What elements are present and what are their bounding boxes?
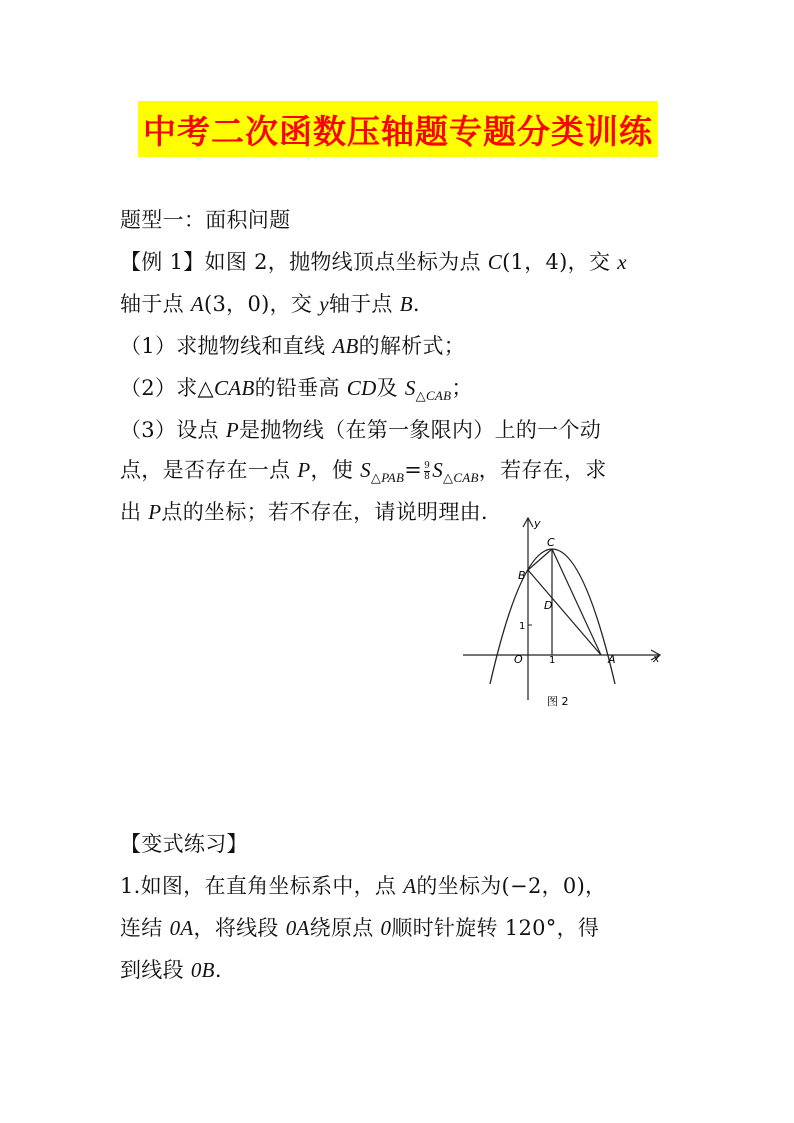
area-symbol: S xyxy=(360,458,371,482)
point-label: A xyxy=(190,292,205,316)
axis-label: y xyxy=(319,292,329,316)
area-subscript: △CAB xyxy=(443,470,479,486)
origin-label: O xyxy=(514,653,523,666)
segment-BC xyxy=(528,549,552,570)
practice-heading xyxy=(120,829,248,859)
text: 1.如图，在直角坐标系中，点 xyxy=(120,874,404,898)
point-C-label: C xyxy=(547,536,555,549)
x-tick-label: 1 xyxy=(549,655,556,666)
triangle-label: CAB xyxy=(214,376,255,400)
question-1 xyxy=(120,331,465,361)
text: 点的坐标；若不存在，请说明理由. xyxy=(161,500,488,524)
example-line-2 xyxy=(120,289,420,319)
text: 出 xyxy=(120,500,149,524)
area-symbol: S xyxy=(432,458,444,482)
point-B-label: B xyxy=(518,569,526,582)
text: 顺时针旋转 120°，得 xyxy=(391,916,600,940)
point-label: C xyxy=(487,250,503,274)
text: 连结 xyxy=(120,916,170,940)
figure-caption: 图 2 xyxy=(547,695,569,708)
text: 的铅垂高 xyxy=(254,376,347,400)
question-3-line-2 xyxy=(120,455,607,493)
text: . xyxy=(412,292,420,316)
segment-label: 0B xyxy=(190,958,215,982)
point-label: 0 xyxy=(380,916,392,940)
x-axis-label: x xyxy=(653,652,660,665)
area-subscript: △PAB xyxy=(370,470,405,486)
point-label: A xyxy=(403,874,417,898)
text: 是抛物线（在第一象限内）上的一个动 xyxy=(238,418,602,442)
text: (1，4)，交 xyxy=(502,250,618,274)
text: 轴于点 xyxy=(328,292,400,316)
segment-CA xyxy=(552,549,601,655)
area-subscript: △CAB xyxy=(415,388,452,404)
fraction-numerator: 9 xyxy=(424,461,431,471)
area-symbol: S xyxy=(404,376,416,400)
text: ，若存在，求 xyxy=(478,458,607,482)
text: 及 xyxy=(376,376,405,400)
text: . xyxy=(214,958,222,982)
text: 绕原点 xyxy=(309,916,381,940)
text: 【例 1】如图 2，抛物线顶点坐标为点 xyxy=(120,250,488,274)
practice-line-1 xyxy=(120,871,606,901)
point-label: P xyxy=(225,418,239,442)
segment-label: AB xyxy=(332,334,359,358)
section-heading xyxy=(120,205,290,235)
segment-label: CD xyxy=(346,376,377,400)
text: （3）设点 xyxy=(120,418,226,442)
text: ； xyxy=(451,376,473,400)
practice-line-2 xyxy=(120,913,599,943)
y-tick-label: 1 xyxy=(519,621,526,632)
text: ，使 xyxy=(310,458,361,482)
text: （1）求抛物线和直线 xyxy=(120,334,333,358)
point-D-label: D xyxy=(544,599,553,612)
point-A-label: A xyxy=(608,653,616,666)
question-3-line-1 xyxy=(120,415,601,445)
equals-sign: = xyxy=(404,458,423,482)
text: 点，是否存在一点 xyxy=(120,458,298,482)
text: ，将线段 xyxy=(193,916,286,940)
point-label: B xyxy=(399,292,413,316)
text: （2）求△ xyxy=(120,376,215,400)
text: (3，0)，交 xyxy=(204,292,320,316)
text: 到线段 xyxy=(120,958,191,982)
segment-AB xyxy=(528,570,601,655)
practice-line-3 xyxy=(120,955,222,985)
text: 的坐标为(−2，0)， xyxy=(416,874,607,898)
fraction xyxy=(424,461,430,482)
fraction-denominator: 8 xyxy=(424,472,431,482)
parabola-figure xyxy=(455,512,675,712)
axis-label: x xyxy=(617,250,627,274)
page-title: 中考二次函数压轴题专题分类训练 xyxy=(138,101,658,157)
question-3-line-3 xyxy=(120,497,488,527)
heading-text: 题型一：面积问题 xyxy=(120,208,291,232)
heading-text: 【变式练习】 xyxy=(120,832,248,856)
text: 轴于点 xyxy=(120,292,191,316)
segment-label: 0A xyxy=(169,916,194,940)
point-label: P xyxy=(297,458,311,482)
question-2 xyxy=(120,373,473,411)
example-line-1 xyxy=(120,247,627,277)
text: 的解析式； xyxy=(358,334,466,358)
point-label: P xyxy=(148,500,162,524)
y-axis-label: y xyxy=(534,517,541,530)
segment-label: 0A xyxy=(285,916,310,940)
